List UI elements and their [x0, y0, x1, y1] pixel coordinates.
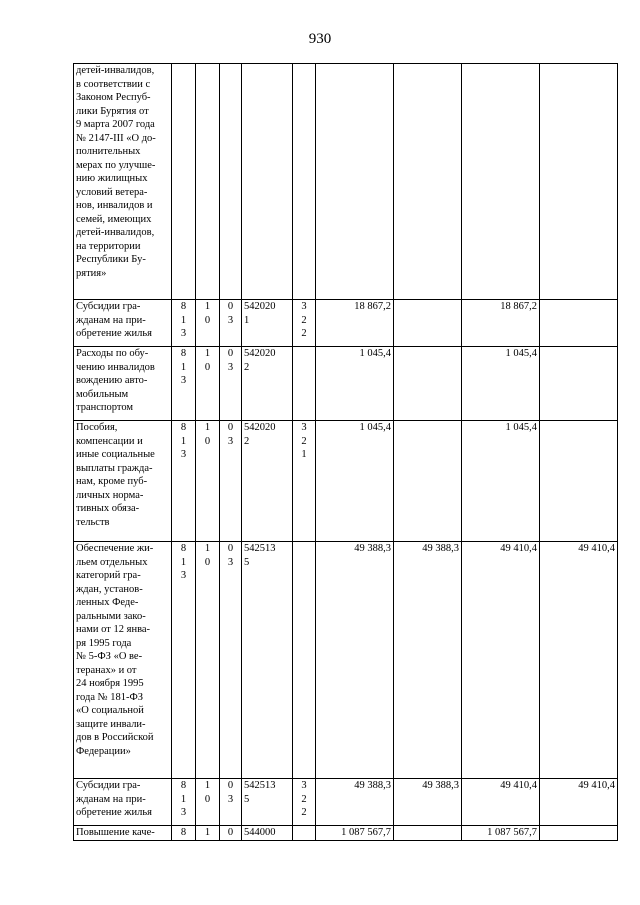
expense-type-code: 3 2 2 [293, 779, 316, 826]
code-col-3: 0 3 [220, 421, 242, 542]
amount-3 [462, 64, 540, 300]
amount-4 [540, 347, 618, 421]
amount-4: 49 410,4 [540, 542, 618, 779]
amount-3: 1 087 567,7 [462, 826, 540, 841]
target-code [242, 64, 293, 300]
table-row [74, 826, 618, 841]
code-col-1: 8 1 3 [172, 421, 196, 542]
code-col-2: 1 0 [196, 542, 220, 779]
amount-3: 18 867,2 [462, 300, 540, 347]
code-col-3: 0 3 [220, 779, 242, 826]
table-row [74, 542, 618, 779]
code-col-2: 1 0 [196, 779, 220, 826]
code-col-2 [196, 64, 220, 300]
amount-2 [394, 64, 462, 300]
budget-table [73, 63, 618, 841]
code-col-2: 1 0 [196, 300, 220, 347]
amount-1: 18 867,2 [316, 300, 394, 347]
amount-2: 49 388,3 [394, 542, 462, 779]
amount-3: 49 410,4 [462, 542, 540, 779]
code-col-1: 8 1 3 [172, 542, 196, 779]
amount-2 [394, 347, 462, 421]
code-col-2: 1 0 [196, 421, 220, 542]
amount-1: 49 388,3 [316, 779, 394, 826]
table-row [74, 421, 618, 542]
amount-2: 49 388,3 [394, 779, 462, 826]
expense-type-code [293, 542, 316, 779]
amount-2 [394, 826, 462, 841]
table-row [74, 779, 618, 826]
expense-type-code [293, 826, 316, 841]
code-col-1: 8 1 3 [172, 347, 196, 421]
table-row [74, 347, 618, 421]
amount-3: 1 045,4 [462, 347, 540, 421]
code-col-3: 0 3 [220, 542, 242, 779]
amount-4 [540, 826, 618, 841]
expense-type-code [293, 64, 316, 300]
code-col-1: 8 [172, 826, 196, 841]
code-col-1 [172, 64, 196, 300]
amount-1: 1 045,4 [316, 347, 394, 421]
target-code: 542513 5 [242, 779, 293, 826]
code-col-3: 0 3 [220, 347, 242, 421]
code-col-3 [220, 64, 242, 300]
amount-4 [540, 64, 618, 300]
row-description: Повышение каче- [74, 826, 172, 841]
amount-1: 49 388,3 [316, 542, 394, 779]
amount-1 [316, 64, 394, 300]
code-col-1: 8 1 3 [172, 300, 196, 347]
row-description: детей-инвалидов, в соответствии с Законом Респуб- лики Бурятия от 9 марта 2007 года № 2147-III «О до- полнительных мерах по улучше- нию жилищных условий ветера- нов, инвалидов и семей, имеющих детей-инвалидов, на территории Республики Бу- рятия» [74, 64, 172, 300]
target-code: 542020 2 [242, 421, 293, 542]
code-col-3: 0 [220, 826, 242, 841]
target-code: 542020 2 [242, 347, 293, 421]
row-description: Обеспечение жи- льем отдельных категорий гра- ждан, установ- ленных Феде- ральными зако- нами от 12 янва- ря 1995 года № 5-ФЗ «О ве- теранах» и от 24 ноября 1995 года № 181-ФЗ «О социальной защите инвали- дов в Российской Федерации» [74, 542, 172, 779]
row-description: Субсидии гра- жданам на при- обретение жилья [74, 779, 172, 826]
amount-2 [394, 421, 462, 542]
table-row [74, 64, 618, 300]
row-description: Пособия, компенсации и иные социальные выплаты гражда- нам, кроме пуб- личных норма- тивных обяза- тельств [74, 421, 172, 542]
expense-type-code: 3 2 2 [293, 300, 316, 347]
row-description: Расходы по обу- чению инвалидов вождению авто- мобильным транспортом [74, 347, 172, 421]
page-number: 930 [308, 31, 332, 47]
amount-1: 1 045,4 [316, 421, 394, 542]
target-code: 542020 1 [242, 300, 293, 347]
code-col-1: 8 1 3 [172, 779, 196, 826]
code-col-2: 1 [196, 826, 220, 841]
amount-4: 49 410,4 [540, 779, 618, 826]
amount-1: 1 087 567,7 [316, 826, 394, 841]
target-code: 544000 [242, 826, 293, 841]
amount-3: 1 045,4 [462, 421, 540, 542]
code-col-3: 0 3 [220, 300, 242, 347]
amount-4 [540, 421, 618, 542]
table-row [74, 300, 618, 347]
target-code: 542513 5 [242, 542, 293, 779]
row-description: Субсидии гра- жданам на при- обретение жилья [74, 300, 172, 347]
amount-2 [394, 300, 462, 347]
expense-type-code [293, 347, 316, 421]
amount-3: 49 410,4 [462, 779, 540, 826]
amount-4 [540, 300, 618, 347]
expense-type-code: 3 2 1 [293, 421, 316, 542]
code-col-2: 1 0 [196, 347, 220, 421]
